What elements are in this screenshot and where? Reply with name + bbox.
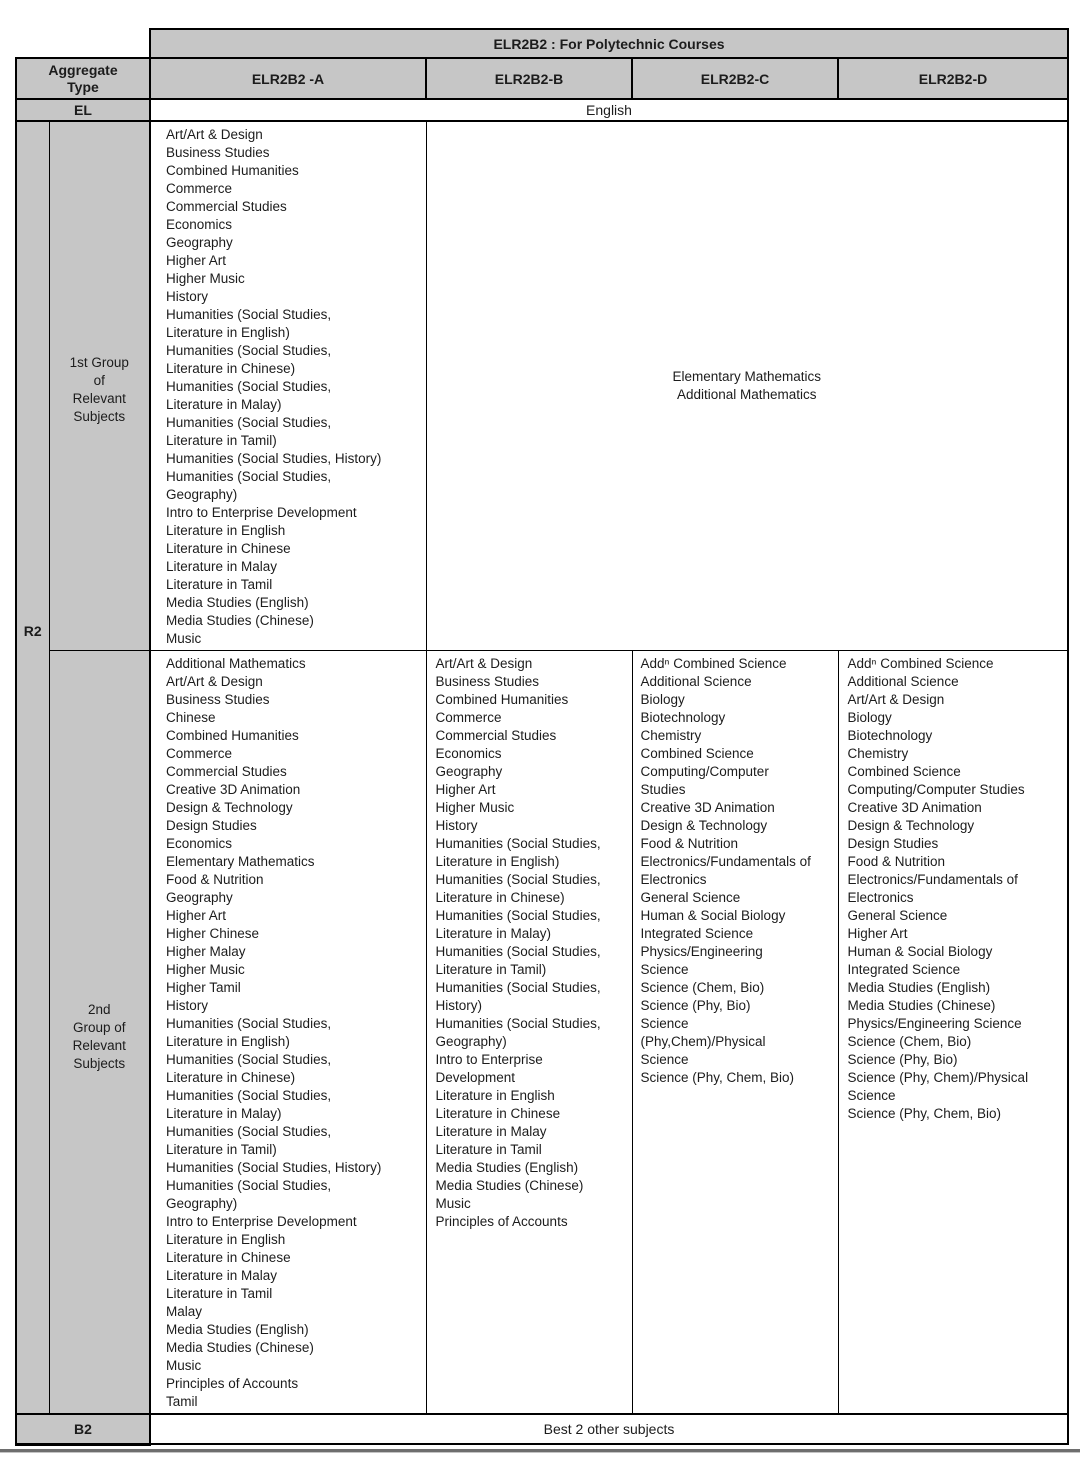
subject-item: Integrated Science [640, 926, 754, 941]
subject-item: History [166, 289, 209, 304]
subject-item: Media Studies (English) [166, 595, 309, 610]
subject-item: Literature in Chinese [166, 1250, 291, 1265]
subject-item: Humanities (Social Studies, Literature in English) [435, 836, 601, 869]
subject-item: Principles of Accounts [166, 1376, 299, 1391]
subject-item: Geography [166, 235, 233, 250]
subject-item: Science (Chem, Bio) [640, 980, 765, 995]
subject-item: Literature in Malay [166, 559, 278, 574]
subject-item: Additional Mathematics [676, 387, 817, 402]
subject-item: Literature in Tamil [435, 1142, 542, 1157]
aggregate-type-label: Aggregate Type [48, 61, 118, 95]
subject-item: Additional Science [847, 674, 959, 689]
subject-item: Humanities (Social Studies, Geography) [166, 469, 332, 502]
el-row [16, 99, 1068, 121]
subject-item: Biology [640, 692, 685, 707]
subject-item: Music [435, 1196, 471, 1211]
subject-item: Elementary Mathematics [166, 854, 315, 869]
subject-item: Design Studies [166, 818, 257, 833]
column-header-elr2b2-a: ELR2B2 -A [150, 58, 426, 99]
table-title-row [16, 29, 1068, 58]
subject-item: Commercial Studies [435, 728, 557, 743]
subject-item: Combined Science [640, 746, 754, 761]
subject-item: Humanities (Social Studies, Literature in Chinese) [166, 1052, 332, 1085]
group2-col-b-subjects [426, 651, 632, 1415]
subject-item: Combined Humanities [166, 163, 299, 178]
aggregate-type-header [16, 58, 150, 99]
subject-item: Combined Humanities [166, 728, 299, 743]
subject-item: Commercial Studies [166, 764, 287, 779]
column-header-elr2b2-c: ELR2B2-C [632, 58, 838, 99]
subject-item: Design & Technology [166, 800, 293, 815]
column-header-elr2b2-b: ELR2B2-B [426, 58, 632, 99]
subject-item: Media Studies (Chinese) [847, 998, 996, 1013]
subject-item: Higher Music [166, 271, 245, 286]
subject-item: Science (Phy, Chem, Bio) [640, 1070, 795, 1085]
subject-item: Geography [435, 764, 503, 779]
group2-label-cell [49, 651, 150, 1415]
subject-item: Science (Phy, Chem, Bio) [847, 1106, 1002, 1121]
subject-item: Design & Technology [640, 818, 768, 833]
subject-item: Human & Social Biology [847, 944, 993, 959]
subject-item: Art/Art & Design [847, 692, 945, 707]
subject-item: Higher Art [166, 253, 227, 268]
group1-label-cell [49, 121, 150, 651]
subject-item: Additional Science [640, 674, 752, 689]
column-header-row [16, 58, 1068, 99]
b2-row-value: Best 2 other subjects [150, 1414, 1068, 1444]
subject-item: Humanities (Social Studies, Literature in Tamil) [166, 1124, 332, 1157]
subject-item: Business Studies [435, 674, 540, 689]
subject-item: Art/Art & Design [435, 656, 533, 671]
subject-item: Art/Art & Design [166, 674, 263, 689]
subject-item: Humanities (Social Studies, Literature in Tamil) [435, 944, 601, 977]
page-divider [0, 1449, 1080, 1453]
subject-item: Commercial Studies [166, 199, 287, 214]
subject-item: Humanities (Social Studies, History) [166, 451, 382, 466]
subject-item: Economics [435, 746, 502, 761]
subject-item: Creative 3D Animation [640, 800, 775, 815]
subject-item: Humanities (Social Studies, Literature in English) [166, 1016, 332, 1049]
subject-item: Literature in English [166, 523, 286, 538]
subject-item: Elementary Mathematics [672, 369, 822, 384]
subject-item: Literature in English [166, 1232, 286, 1247]
subject-item: Media Studies (Chinese) [435, 1178, 584, 1193]
subject-item: Media Studies (English) [166, 1322, 309, 1337]
elr2b2-table [15, 28, 1069, 1446]
subject-item: Humanities (Social Studies, Literature in Malay) [166, 1088, 332, 1121]
subject-item: Chemistry [640, 728, 702, 743]
subject-item: History [166, 998, 209, 1013]
subject-item: Higher Tamil [166, 980, 241, 995]
subject-item: Higher Art [166, 908, 227, 923]
group1-col-bcd-subjects [426, 121, 1068, 651]
subject-item: Geography [166, 890, 233, 905]
subject-item: Addⁿ Combined Science [847, 656, 994, 671]
subject-item: Science (Phy, Chem)/Physical Science [847, 1070, 1029, 1103]
subject-item: Design & Technology [847, 818, 975, 833]
subject-item: Humanities (Social Studies, Literature in Malay) [166, 379, 332, 412]
r2-row-label: R2 [16, 121, 49, 1414]
subject-item: Economics [166, 836, 233, 851]
subject-item: Humanities (Social Studies, Literature in Malay) [435, 908, 601, 941]
subject-item: Biology [847, 710, 892, 725]
subject-item: Chemistry [847, 746, 909, 761]
empty-corner [16, 29, 150, 58]
subject-item: Literature in English [435, 1088, 555, 1103]
subject-item: Addⁿ Combined Science [640, 656, 787, 671]
subject-item: Science (Chem, Bio) [847, 1034, 972, 1049]
subject-item: Integrated Science [847, 962, 961, 977]
group2-col-a-subjects [150, 651, 426, 1415]
subject-item: Food & Nutrition [640, 836, 739, 851]
subject-item: Science (Phy, Bio) [640, 998, 751, 1013]
subject-item: Literature in Malay [435, 1124, 547, 1139]
group1-col-a-subjects [150, 121, 426, 651]
subject-item: Combined Science [847, 764, 961, 779]
subject-item: Physics/Engineering Science [640, 944, 763, 977]
subject-item: Commerce [166, 746, 233, 761]
subject-item: Higher Malay [166, 944, 246, 959]
group2-col-d-subjects [838, 651, 1068, 1415]
subject-item: Literature in Chinese [166, 541, 291, 556]
subject-item: Creative 3D Animation [847, 800, 982, 815]
b2-row-label: B2 [16, 1414, 150, 1444]
subject-item: Science (Phy, Bio) [847, 1052, 958, 1067]
subject-item: Humanities (Social Studies, History) [166, 1160, 382, 1175]
subject-item: Literature in Tamil [166, 1286, 273, 1301]
subject-item: Intro to Enterprise Development [166, 1214, 357, 1229]
subject-item: Design Studies [847, 836, 939, 851]
subject-item: Principles of Accounts [435, 1214, 568, 1229]
subject-item: Humanities (Social Studies, Literature in Chinese) [435, 872, 601, 905]
group2-col-c-subjects [632, 651, 838, 1415]
subject-item: Science (Phy,Chem)/Physical Science [640, 1016, 766, 1067]
subject-item: Music [166, 1358, 202, 1373]
subject-item: Humanities (Social Studies, Literature in English) [166, 307, 332, 340]
subject-item: Combined Humanities [435, 692, 569, 707]
subject-item: Tamil [166, 1394, 198, 1409]
subject-item: Biotechnology [847, 728, 933, 743]
subject-item: Electronics/Fundamentals of Electronics [640, 854, 811, 887]
subject-item: Higher Music [166, 962, 245, 977]
subject-item: Humanities (Social Studies, Geography) [166, 1178, 332, 1211]
subject-item: Business Studies [166, 145, 270, 160]
subject-item: Literature in Tamil [166, 577, 273, 592]
second-group-row [16, 651, 1068, 1415]
subject-item: History [435, 818, 478, 833]
subject-item: Literature in Malay [166, 1268, 278, 1283]
subject-item: Malay [166, 1304, 203, 1319]
subject-item: Media Studies (English) [435, 1160, 579, 1175]
subject-item: Higher Art [435, 782, 496, 797]
subject-item: Media Studies (Chinese) [166, 1340, 314, 1355]
el-row-label: EL [16, 99, 150, 121]
subject-item: Economics [166, 217, 233, 232]
subject-item: Computing/Computer Studies [847, 782, 1025, 797]
subject-item: Humanities (Social Studies, History) [435, 980, 601, 1013]
subject-item: Humanities (Social Studies, Geography) [435, 1016, 601, 1049]
subject-item: Higher Chinese [166, 926, 260, 941]
subject-item: General Science [640, 890, 741, 905]
subject-item: Humanities (Social Studies, Literature in Chinese) [166, 343, 332, 376]
subject-item: Food & Nutrition [847, 854, 946, 869]
subject-item: Commerce [166, 181, 233, 196]
subject-item: Food & Nutrition [166, 872, 264, 887]
subject-item: Higher Art [847, 926, 908, 941]
table-title: ELR2B2 : For Polytechnic Courses [150, 29, 1068, 58]
subject-item: Business Studies [166, 692, 270, 707]
subject-item: Intro to Enterprise Development [166, 505, 357, 520]
subject-item: Art/Art & Design [166, 127, 263, 142]
subject-item: Higher Music [435, 800, 515, 815]
subject-item: Electronics/Fundamentals of Electronics [847, 872, 1018, 905]
subject-item: Additional Mathematics [166, 656, 306, 671]
column-header-elr2b2-d: ELR2B2-D [838, 58, 1068, 99]
subject-item: Creative 3D Animation [166, 782, 301, 797]
subject-item: Music [166, 631, 202, 646]
subject-item: General Science [847, 908, 948, 923]
group2-label: 2nd Group of Relevant Subjects [72, 1002, 126, 1071]
subject-item: Human & Social Biology [640, 908, 786, 923]
subject-item: Media Studies (Chinese) [166, 613, 314, 628]
subject-item: Biotechnology [640, 710, 726, 725]
el-row-value: English [150, 99, 1068, 121]
subject-item: Chinese [166, 710, 216, 725]
subject-item: Computing/Computer Studies [640, 764, 769, 797]
group1-label: 1st Group of Relevant Subjects [69, 355, 129, 424]
subject-item: Intro to Enterprise Development [435, 1052, 543, 1085]
first-group-row [16, 121, 1068, 651]
subject-item: Literature in Chinese [435, 1106, 561, 1121]
subject-item: Commerce [435, 710, 502, 725]
b2-row [16, 1414, 1068, 1444]
subject-item: Humanities (Social Studies, Literature in Tamil) [166, 415, 332, 448]
subject-item: Media Studies (English) [847, 980, 991, 995]
subject-item: Physics/Engineering Science [847, 1016, 1022, 1031]
